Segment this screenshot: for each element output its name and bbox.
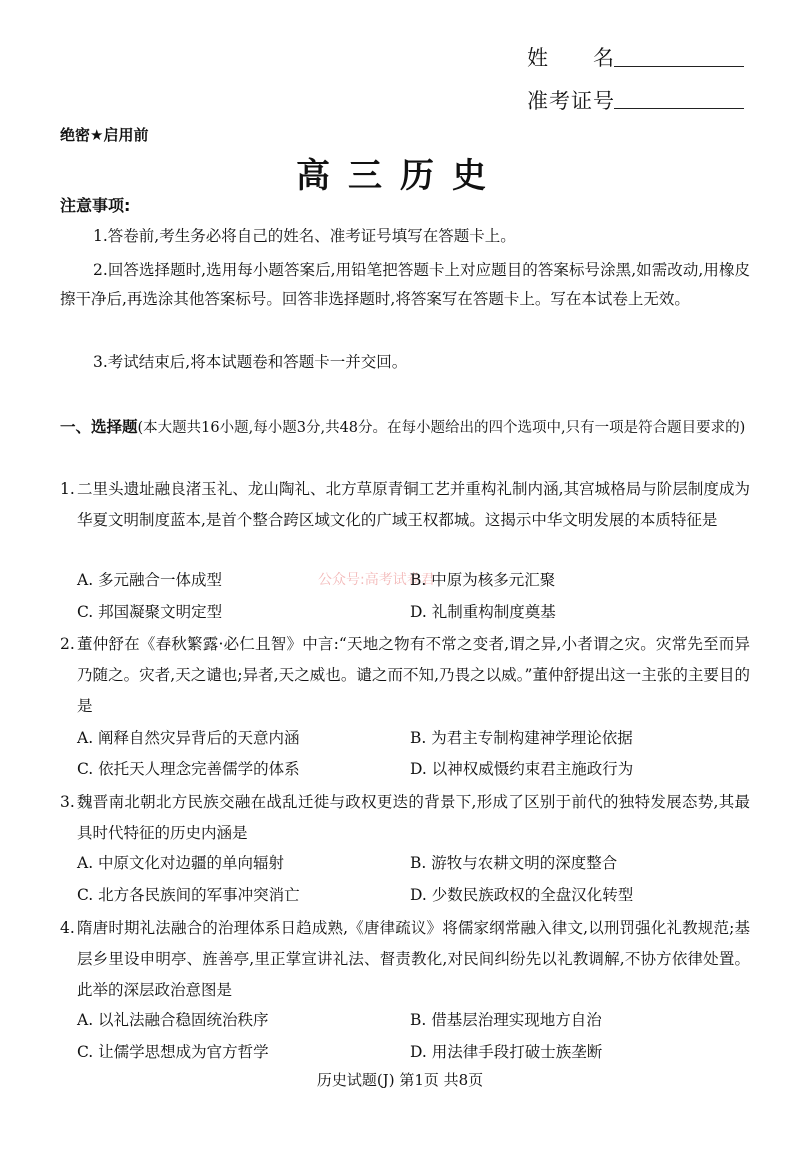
option-3d[interactable]: D. 少数民族政权的全盘汉化转型 xyxy=(410,886,634,904)
option-1b[interactable]: B. 中原为核多元汇聚 xyxy=(410,571,556,589)
option-4c[interactable]: C. 让儒学思想成为官方哲学 xyxy=(77,1043,269,1061)
option-2b[interactable]: B. 为君主专制构建神学理论依据 xyxy=(410,729,633,747)
question-3 xyxy=(60,787,750,849)
option-3b[interactable]: B. 游牧与农耕文明的深度整合 xyxy=(410,854,618,872)
option-4d[interactable]: D. 用法律手段打破士族垄断 xyxy=(410,1043,603,1061)
exam-id-blank[interactable] xyxy=(614,108,744,109)
section-heading xyxy=(60,413,750,443)
option-4a[interactable]: A. 以礼法融合稳固统治秩序 xyxy=(77,1011,269,1029)
notice-item-1: 1.答卷前,考生务必将自己的姓名、准考证号填写在答题卡上。 xyxy=(93,227,516,245)
section-label: 一、选择题 xyxy=(60,418,138,436)
question-stem: 隋唐时期礼法融合的治理体系日趋成熟,《唐律疏议》将儒家纲常融入律文,以刑罚强化礼教规范;基层乡里设申明亭、旌善亭,里正掌宣讲礼法、督责教化,对民间纠纷先以礼教调解,不协方依律处置。此举的深层政治意图是 xyxy=(77,919,750,999)
question-number: 1. xyxy=(60,480,75,498)
option-2d[interactable]: D. 以神权威慑约束君主施政行为 xyxy=(410,760,634,778)
option-3c[interactable]: C. 北方各民族间的军事冲突消亡 xyxy=(77,886,300,904)
option-4b[interactable]: B. 借基层治理实现地方自治 xyxy=(410,1011,602,1029)
name-label: 姓 名 xyxy=(527,46,615,70)
option-1d[interactable]: D. 礼制重构制度奠基 xyxy=(410,603,556,621)
question-stem: 董仲舒在《春秋繁露·必仁且智》中言:“天地之物有不常之变者,谓之异,小者谓之灾。灾常先至而异乃随之。灾者,天之谴也;异者,天之威也。谴之而不知,乃畏之以威。”董仲舒提出这一主张的主要目的是 xyxy=(77,635,750,715)
option-1c[interactable]: C. 邦国凝聚文明定型 xyxy=(77,603,223,621)
option-2a[interactable]: A. 阐释自然灾异背后的天意内涵 xyxy=(77,729,300,747)
question-1 xyxy=(60,474,750,536)
section-desc: (本大题共16小题,每小题3分,共48分。在每小题给出的四个选项中,只有一项是符合题目要求的) xyxy=(137,420,746,436)
notice-heading: 注意事项: xyxy=(60,196,131,215)
question-stem: 魏晋南北朝北方民族交融在战乱迁徙与政权更迭的背景下,形成了区别于前代的独特发展态势,其最具时代特征的历史内涵是 xyxy=(77,793,750,842)
option-3a[interactable]: A. 中原文化对边疆的单向辐射 xyxy=(77,854,285,872)
page-title: 高三历史 xyxy=(296,156,504,196)
question-number: 2. xyxy=(60,635,75,653)
exam-id-label: 准考证号 xyxy=(527,89,615,113)
option-1a[interactable]: A. 多元融合一体成型 xyxy=(77,571,223,589)
watermark: 公众号:高考试卷君 xyxy=(318,572,435,588)
name-blank[interactable] xyxy=(614,66,744,67)
page-footer: 历史试题(J) 第1页 共8页 xyxy=(316,1071,484,1089)
question-2 xyxy=(60,629,750,722)
question-stem: 二里头遗址融良渚玉礼、龙山陶礼、北方草原青铜工艺并重构礼制内涵,其宫城格局与阶层制度成为华夏文明制度蓝本,是首个整合跨区域文化的广域王权都城。这揭示中华文明发展的本质特征是 xyxy=(77,480,750,529)
question-4 xyxy=(60,913,750,1006)
option-2c[interactable]: C. 依托天人理念完善儒学的体系 xyxy=(77,760,300,778)
question-number: 3. xyxy=(60,793,75,811)
notice-item-2: 2.回答选择题时,选用每小题答案后,用铅笔把答题卡上对应题目的答案标号涂黑,如需改动,用橡皮擦干净后,再选涂其他答案标号。回答非选择题时,将答案写在答题卡上。写在本试卷上无效。 xyxy=(60,261,750,308)
question-number: 4. xyxy=(60,919,75,937)
secret-mark: 绝密★启用前 xyxy=(60,126,149,144)
notice-item-3: 3.考试结束后,将本试题卷和答题卡一并交回。 xyxy=(93,353,408,371)
